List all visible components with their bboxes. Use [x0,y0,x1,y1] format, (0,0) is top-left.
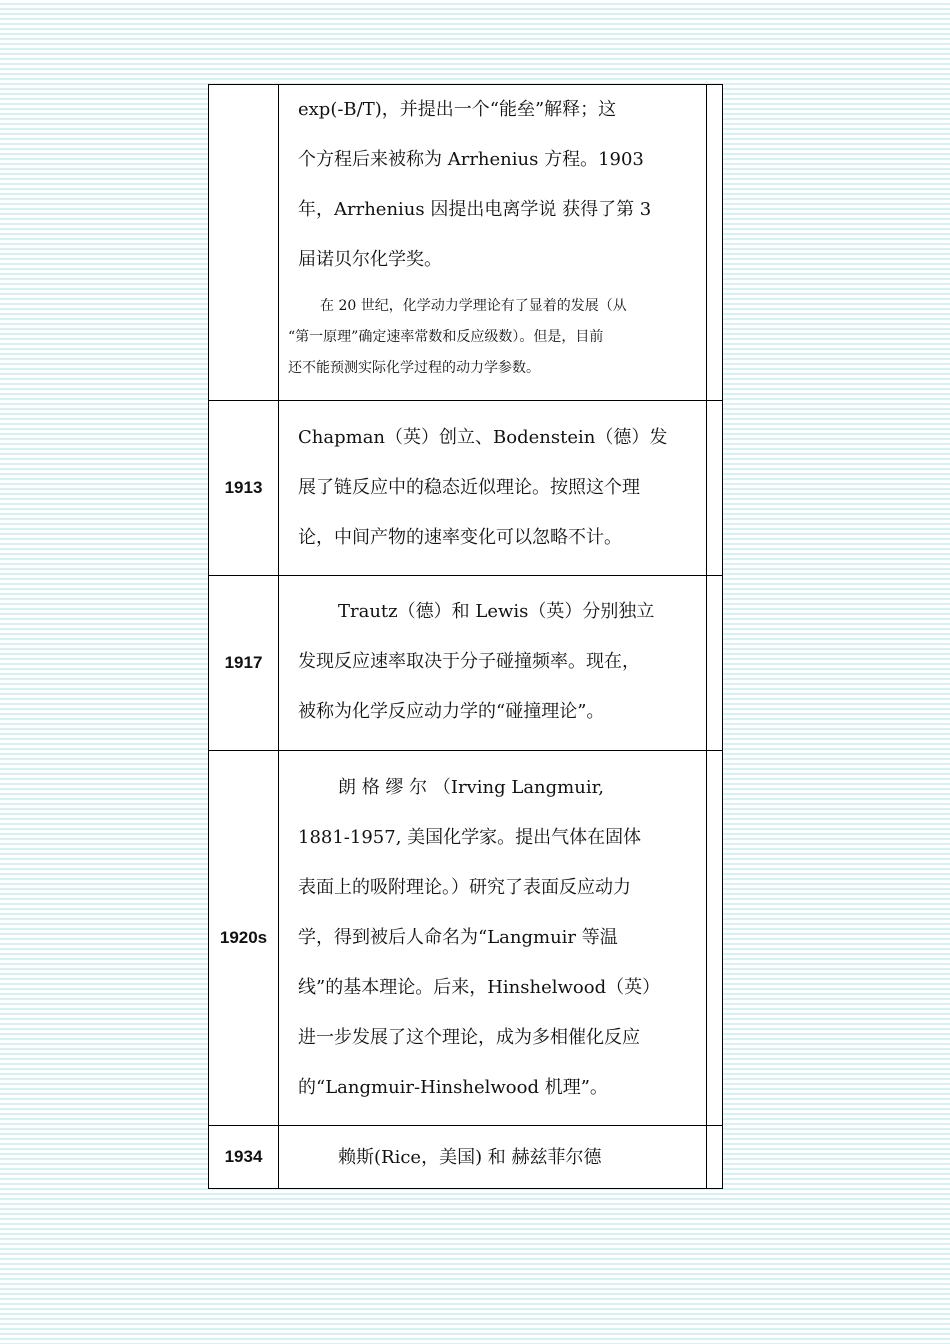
text-line: Chapman（英）创立、Bodenstein（德）发 [298,427,668,448]
text-line: 的“Langmuir-Hinshelwood 机理”。 [298,1077,608,1098]
table-row [209,1125,722,1188]
table-row [209,400,722,575]
description-cell [280,85,706,400]
note-line: 还不能预测实际化学过程的动力学参数。 [288,360,540,376]
year-label: 1934 [224,1147,263,1166]
text-line: 发现反应速率取决于分子碰撞频率。现在， [298,651,640,672]
table-row [209,750,722,1125]
text-line: 届诺贝尔化学奖。 [298,249,442,270]
text-line: 年，Arrhenius 因提出电离学说 获得了第 3 [298,199,652,220]
blank-cell [706,576,722,750]
year-cell [209,1126,279,1188]
text-line: 被称为化学反应动力学的“碰撞理论”。 [298,701,605,722]
blank-cell [706,751,722,1125]
blank-cell [706,401,722,575]
year-cell [209,85,279,400]
text-line: exp(-B/T)，并提出一个“能垒”解释；这 [298,99,617,120]
history-table [208,84,723,1189]
description-cell [280,576,706,750]
table-row [209,575,722,750]
note-line: 在 20 世纪，化学动力学理论有了显着的发展（从 [320,298,627,314]
blank-cell [706,85,722,400]
text-line: 线”的基本理论。后来，Hinshelwood（英） [298,977,661,998]
text-line: 朗 格 缪 尔 （Irving Langmuir, [338,777,604,798]
text-line: Trautz（德）和 Lewis（英）分别独立 [338,601,655,622]
year-cell [209,576,279,750]
description-cell [280,1126,706,1188]
text-line: 个方程后来被称为 Arrhenius 方程。1903 [298,149,644,170]
year-label: 1920s [219,928,268,947]
text-line: 论，中间产物的速率变化可以忽略不计。 [298,527,622,548]
year-label: 1913 [224,478,263,497]
text-line: 表面上的吸附理论。）研究了表面反应动力 [298,877,631,898]
table-row [209,85,722,400]
blank-cell [706,1126,722,1188]
note-line: “第一原理”确定速率常数和反应级数）。但是，目前 [288,329,604,345]
year-label: 1917 [224,653,263,672]
text-line: 1881-1957, 美国化学家。提出气体在固体 [298,827,642,848]
text-line: 学，得到被后人命名为“Langmuir 等温 [298,927,618,948]
text-line: 进一步发展了这个理论，成为多相催化反应 [298,1027,640,1048]
year-cell [209,751,279,1125]
text-line: 展了链反应中的稳态近似理论。按照这个理 [298,477,640,498]
note-paragraph [288,291,694,384]
text-line: 赖斯(Rice，美国) 和 赫兹菲尔德 [338,1147,602,1168]
description-cell [280,751,706,1125]
description-cell [280,401,706,575]
year-cell [209,401,279,575]
